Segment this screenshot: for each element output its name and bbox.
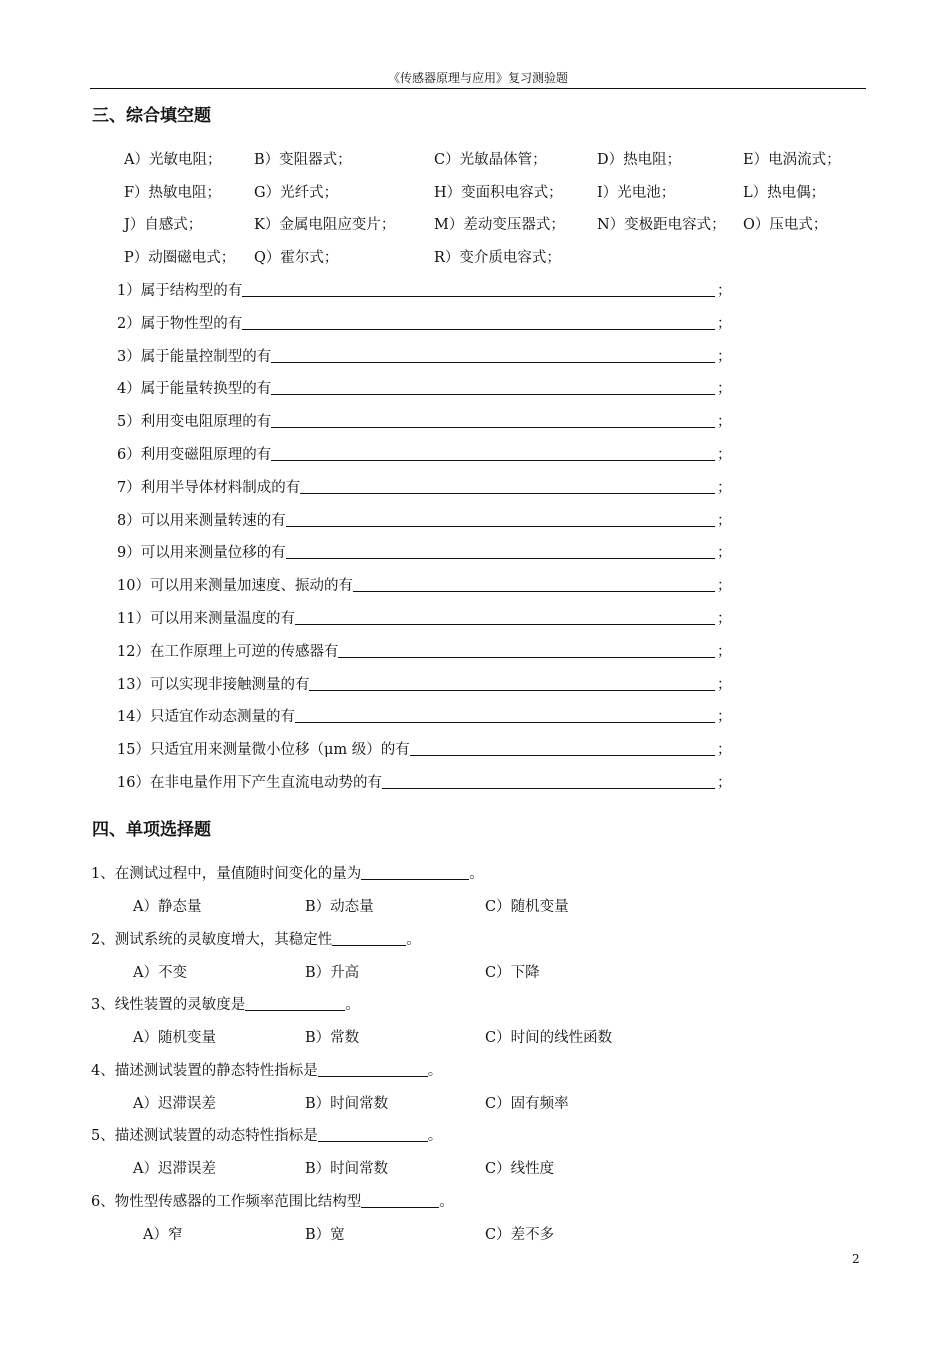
sensor-option: M）差动变压器式； bbox=[434, 217, 565, 233]
choice-question bbox=[91, 1124, 442, 1145]
question-text: 6）利用变磁阻原理的有 bbox=[117, 447, 272, 463]
sensor-option: F）热敏电阻； bbox=[124, 185, 222, 201]
answer-blank[interactable] bbox=[242, 328, 715, 330]
sensor-option: I）光电池； bbox=[597, 185, 676, 201]
question-text: 11）可以用来测量温度的有 bbox=[117, 611, 295, 627]
question-stem: 1、在测试过程中，量值随时间变化的量为 bbox=[91, 866, 362, 882]
choice-option[interactable]: C）固有频率 bbox=[485, 1095, 569, 1112]
choice-option[interactable]: A）静态量 bbox=[133, 899, 202, 915]
answer-blank[interactable] bbox=[271, 459, 715, 461]
fill-in-question bbox=[117, 442, 732, 464]
question-text: 5）利用变电阻原理的有 bbox=[117, 414, 272, 431]
question-text: 7）利用半导体材料制成的有 bbox=[117, 479, 301, 496]
choice-question bbox=[91, 993, 360, 1014]
question-end: 。 bbox=[469, 866, 484, 882]
fill-in-question bbox=[117, 278, 732, 300]
question-end: 。 bbox=[345, 997, 360, 1013]
answer-blank[interactable] bbox=[295, 721, 715, 723]
choice-option[interactable]: B）升高 bbox=[305, 964, 360, 981]
sensor-option: E）电涡流式； bbox=[743, 152, 841, 168]
fill-in-question bbox=[117, 770, 732, 792]
choice-option[interactable]: C）时间的线性函数 bbox=[485, 1030, 613, 1046]
choice-option[interactable]: A）随机变量 bbox=[133, 1030, 216, 1046]
sensor-option: Q）霍尔式； bbox=[254, 250, 339, 266]
answer-blank[interactable] bbox=[353, 590, 715, 592]
header-divider bbox=[90, 88, 866, 89]
choice-option[interactable]: B）宽 bbox=[305, 1226, 345, 1243]
semicolon: ； bbox=[717, 381, 732, 398]
choice-option[interactable]: A）迟滞误差 bbox=[133, 1095, 216, 1112]
semicolon: ； bbox=[717, 545, 732, 562]
answer-blank[interactable] bbox=[271, 361, 715, 363]
answer-blank[interactable] bbox=[286, 557, 715, 559]
answer-blank[interactable] bbox=[245, 1009, 345, 1011]
fill-in-question bbox=[117, 606, 732, 628]
question-stem: 4、描述测试装置的静态特性指标是 bbox=[91, 1062, 318, 1079]
choice-option[interactable]: C）随机变量 bbox=[485, 899, 569, 915]
semicolon: ； bbox=[717, 578, 732, 595]
question-stem: 6、物性型传感器的工作频率范围比结构型 bbox=[91, 1193, 362, 1210]
semicolon: ； bbox=[717, 479, 732, 496]
fill-in-question bbox=[117, 344, 732, 366]
sensor-option: J）自感式； bbox=[124, 217, 203, 233]
semicolon: ； bbox=[717, 611, 732, 627]
semicolon: ； bbox=[717, 512, 732, 529]
semicolon: ； bbox=[717, 775, 732, 791]
answer-blank[interactable] bbox=[242, 295, 715, 297]
question-text: 8）可以用来测量转速的有 bbox=[117, 512, 286, 529]
sensor-option: A）光敏电阻； bbox=[124, 152, 222, 168]
fill-in-question bbox=[117, 475, 732, 497]
question-stem: 3、线性装置的灵敏度是 bbox=[91, 997, 246, 1013]
question-text: 16）在非电量作用下产生直流电动势的有 bbox=[117, 775, 382, 791]
choice-option[interactable]: B）常数 bbox=[305, 1030, 360, 1046]
choice-option[interactable]: C）下降 bbox=[485, 964, 540, 981]
question-text: 10）可以用来测量加速度、振动的有 bbox=[117, 578, 353, 595]
answer-blank[interactable] bbox=[318, 1140, 428, 1142]
semicolon: ； bbox=[717, 643, 732, 660]
question-text: 15）只适宜用来测量微小位移（μm 级）的有 bbox=[117, 742, 410, 759]
fill-in-question bbox=[117, 573, 732, 595]
answer-blank[interactable] bbox=[271, 426, 715, 428]
fill-in-question bbox=[117, 737, 732, 759]
semicolon: ； bbox=[717, 315, 732, 332]
page-number: 2 bbox=[852, 1252, 860, 1266]
sensor-option: G）光纤式； bbox=[254, 185, 339, 201]
question-text: 4）属于能量转换型的有 bbox=[117, 381, 272, 398]
sensor-option: N）变极距电容式； bbox=[597, 217, 726, 233]
sensor-option: O）压电式； bbox=[743, 217, 828, 233]
sensor-option: C）光敏晶体管； bbox=[434, 152, 547, 168]
choice-option[interactable]: C）线性度 bbox=[485, 1161, 555, 1177]
answer-blank[interactable] bbox=[410, 754, 715, 756]
sensor-option: P）动圈磁电式； bbox=[124, 250, 236, 266]
question-text: 13）可以实现非接触测量的有 bbox=[117, 676, 310, 693]
answer-blank[interactable] bbox=[309, 689, 715, 691]
answer-blank[interactable] bbox=[271, 393, 715, 395]
answer-blank[interactable] bbox=[318, 1075, 428, 1077]
fill-in-question bbox=[117, 672, 732, 694]
question-text: 1）属于结构型的有 bbox=[117, 283, 243, 299]
fill-in-question bbox=[117, 409, 732, 431]
answer-blank[interactable] bbox=[361, 1206, 439, 1208]
question-end: 。 bbox=[439, 1193, 454, 1210]
choice-question bbox=[91, 928, 421, 949]
question-text: 2）属于物性型的有 bbox=[117, 315, 243, 332]
answer-blank[interactable] bbox=[332, 944, 406, 946]
fill-in-question bbox=[117, 311, 732, 333]
choice-option[interactable]: C）差不多 bbox=[485, 1226, 555, 1243]
answer-blank[interactable] bbox=[295, 623, 715, 625]
sensor-option: L）热电偶； bbox=[743, 185, 826, 201]
question-text: 14）只适宜作动态测量的有 bbox=[117, 709, 295, 726]
page-header: 《传感器原理与应用》复习测验题 bbox=[387, 71, 568, 85]
semicolon: ； bbox=[717, 742, 732, 759]
section-title-fill-in: 三、综合填空题 bbox=[92, 106, 211, 126]
section-title-multiple-choice: 四、单项选择题 bbox=[92, 820, 211, 840]
choice-option[interactable]: B）时间常数 bbox=[305, 1161, 389, 1177]
answer-blank[interactable] bbox=[361, 878, 469, 880]
sensor-option: B）变阻器式； bbox=[254, 152, 352, 168]
choice-question bbox=[91, 862, 484, 883]
choice-option[interactable]: B）时间常数 bbox=[305, 1095, 389, 1112]
answer-blank[interactable] bbox=[300, 492, 715, 494]
question-text: 9）可以用来测量位移的有 bbox=[117, 545, 286, 562]
question-text: 12）在工作原理上可逆的传感器有 bbox=[117, 643, 339, 660]
semicolon: ； bbox=[717, 414, 732, 431]
semicolon: ； bbox=[717, 676, 732, 693]
semicolon: ； bbox=[717, 283, 732, 299]
choice-option[interactable]: B）动态量 bbox=[305, 899, 374, 915]
choice-option[interactable]: A）窄 bbox=[143, 1226, 183, 1243]
answer-blank[interactable] bbox=[382, 787, 715, 789]
answer-blank[interactable] bbox=[286, 525, 715, 527]
fill-in-question bbox=[117, 508, 732, 530]
fill-in-question bbox=[117, 376, 732, 398]
sensor-option: R）变介质电容式； bbox=[434, 250, 561, 266]
choice-question bbox=[91, 1190, 454, 1211]
sensor-option: H）变面积电容式； bbox=[434, 185, 563, 201]
semicolon: ； bbox=[717, 447, 732, 463]
choice-option[interactable]: A）迟滞误差 bbox=[133, 1161, 216, 1177]
answer-blank[interactable] bbox=[338, 656, 715, 658]
question-stem: 5、描述测试装置的动态特性指标是 bbox=[91, 1128, 318, 1144]
fill-in-question bbox=[117, 540, 732, 562]
choice-option[interactable]: A）不变 bbox=[133, 964, 187, 981]
choice-question bbox=[91, 1059, 442, 1080]
question-stem: 2、测试系统的灵敏度增大，其稳定性 bbox=[91, 931, 333, 948]
fill-in-question bbox=[117, 704, 732, 726]
question-text: 3）属于能量控制型的有 bbox=[117, 348, 272, 365]
semicolon: ； bbox=[717, 709, 732, 726]
semicolon: ； bbox=[717, 348, 732, 365]
sensor-option: D）热电阻； bbox=[597, 152, 682, 168]
question-end: 。 bbox=[427, 1128, 443, 1144]
sensor-option: K）金属电阻应变片； bbox=[254, 217, 396, 233]
question-end: 。 bbox=[427, 1062, 443, 1079]
fill-in-question bbox=[117, 639, 732, 661]
question-end: 。 bbox=[406, 931, 421, 948]
